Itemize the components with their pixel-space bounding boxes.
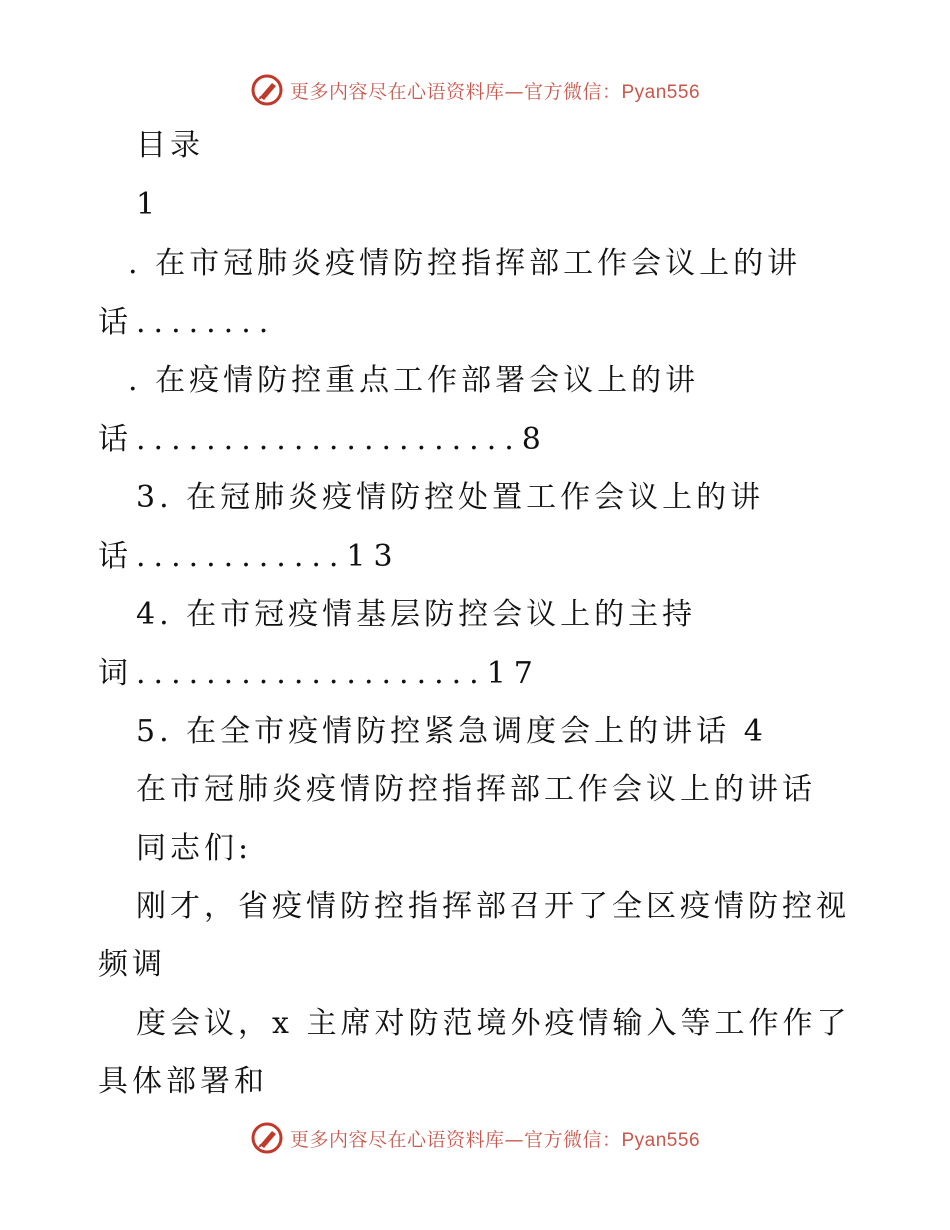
footer-watermark	[0, 1118, 950, 1158]
watermark-accent: 官方微信：Pyan556	[524, 1129, 701, 1151]
toc-item-2-line-1: . 在疫情防控重点工作部署会议上的讲	[128, 363, 700, 398]
article-para-1-line-1: 刚才，省疫情防控指挥部召开了全区疫情防控视	[136, 889, 850, 924]
pen-seal-icon	[250, 1121, 284, 1155]
watermark-accent: 官方微信：Pyan556	[524, 81, 701, 103]
toc-item-5-line-1: 5. 在全市疫情防控紧急调度会上的讲话 4	[136, 714, 767, 749]
watermark-text	[290, 1125, 700, 1152]
article-para-2-line-2: 具体部署和	[98, 1064, 268, 1099]
watermark-dash: —	[504, 80, 524, 103]
toc-item-1-line-1: . 在市冠肺炎疫情防控指挥部工作会议上的讲	[128, 246, 802, 281]
watermark-main: 更多内容尽在心语资料库	[289, 1128, 505, 1151]
toc-item-2-line-2: 话......................8	[98, 422, 549, 457]
toc-item-3-line-1: 3. 在冠肺炎疫情防控处置工作会议上的讲	[136, 480, 765, 515]
article-heading: 在市冠肺炎疫情防控指挥部工作会议上的讲话	[136, 772, 816, 807]
watermark-text	[290, 77, 700, 104]
toc-item-4-line-1: 4. 在市冠疫情基层防控会议上的主持	[136, 597, 697, 632]
header-watermark	[0, 70, 950, 110]
article-greeting: 同志们:	[136, 831, 253, 866]
article-para-1-line-2: 频调	[98, 947, 166, 982]
watermark-dash: —	[504, 1128, 524, 1151]
pen-seal-icon	[250, 73, 284, 107]
toc-item-4-line-2: 词....................17	[98, 656, 541, 691]
article-para-2-line-1: 度会议，x 主席对防范境外疫情输入等工作作了	[136, 1006, 851, 1041]
toc-title: 目录	[136, 128, 204, 163]
toc-item-3-line-2: 话............13	[98, 539, 401, 574]
toc-number: 1	[136, 187, 160, 222]
toc-item-1-line-2: 话........	[98, 305, 277, 340]
watermark-main: 更多内容尽在心语资料库	[289, 80, 505, 103]
